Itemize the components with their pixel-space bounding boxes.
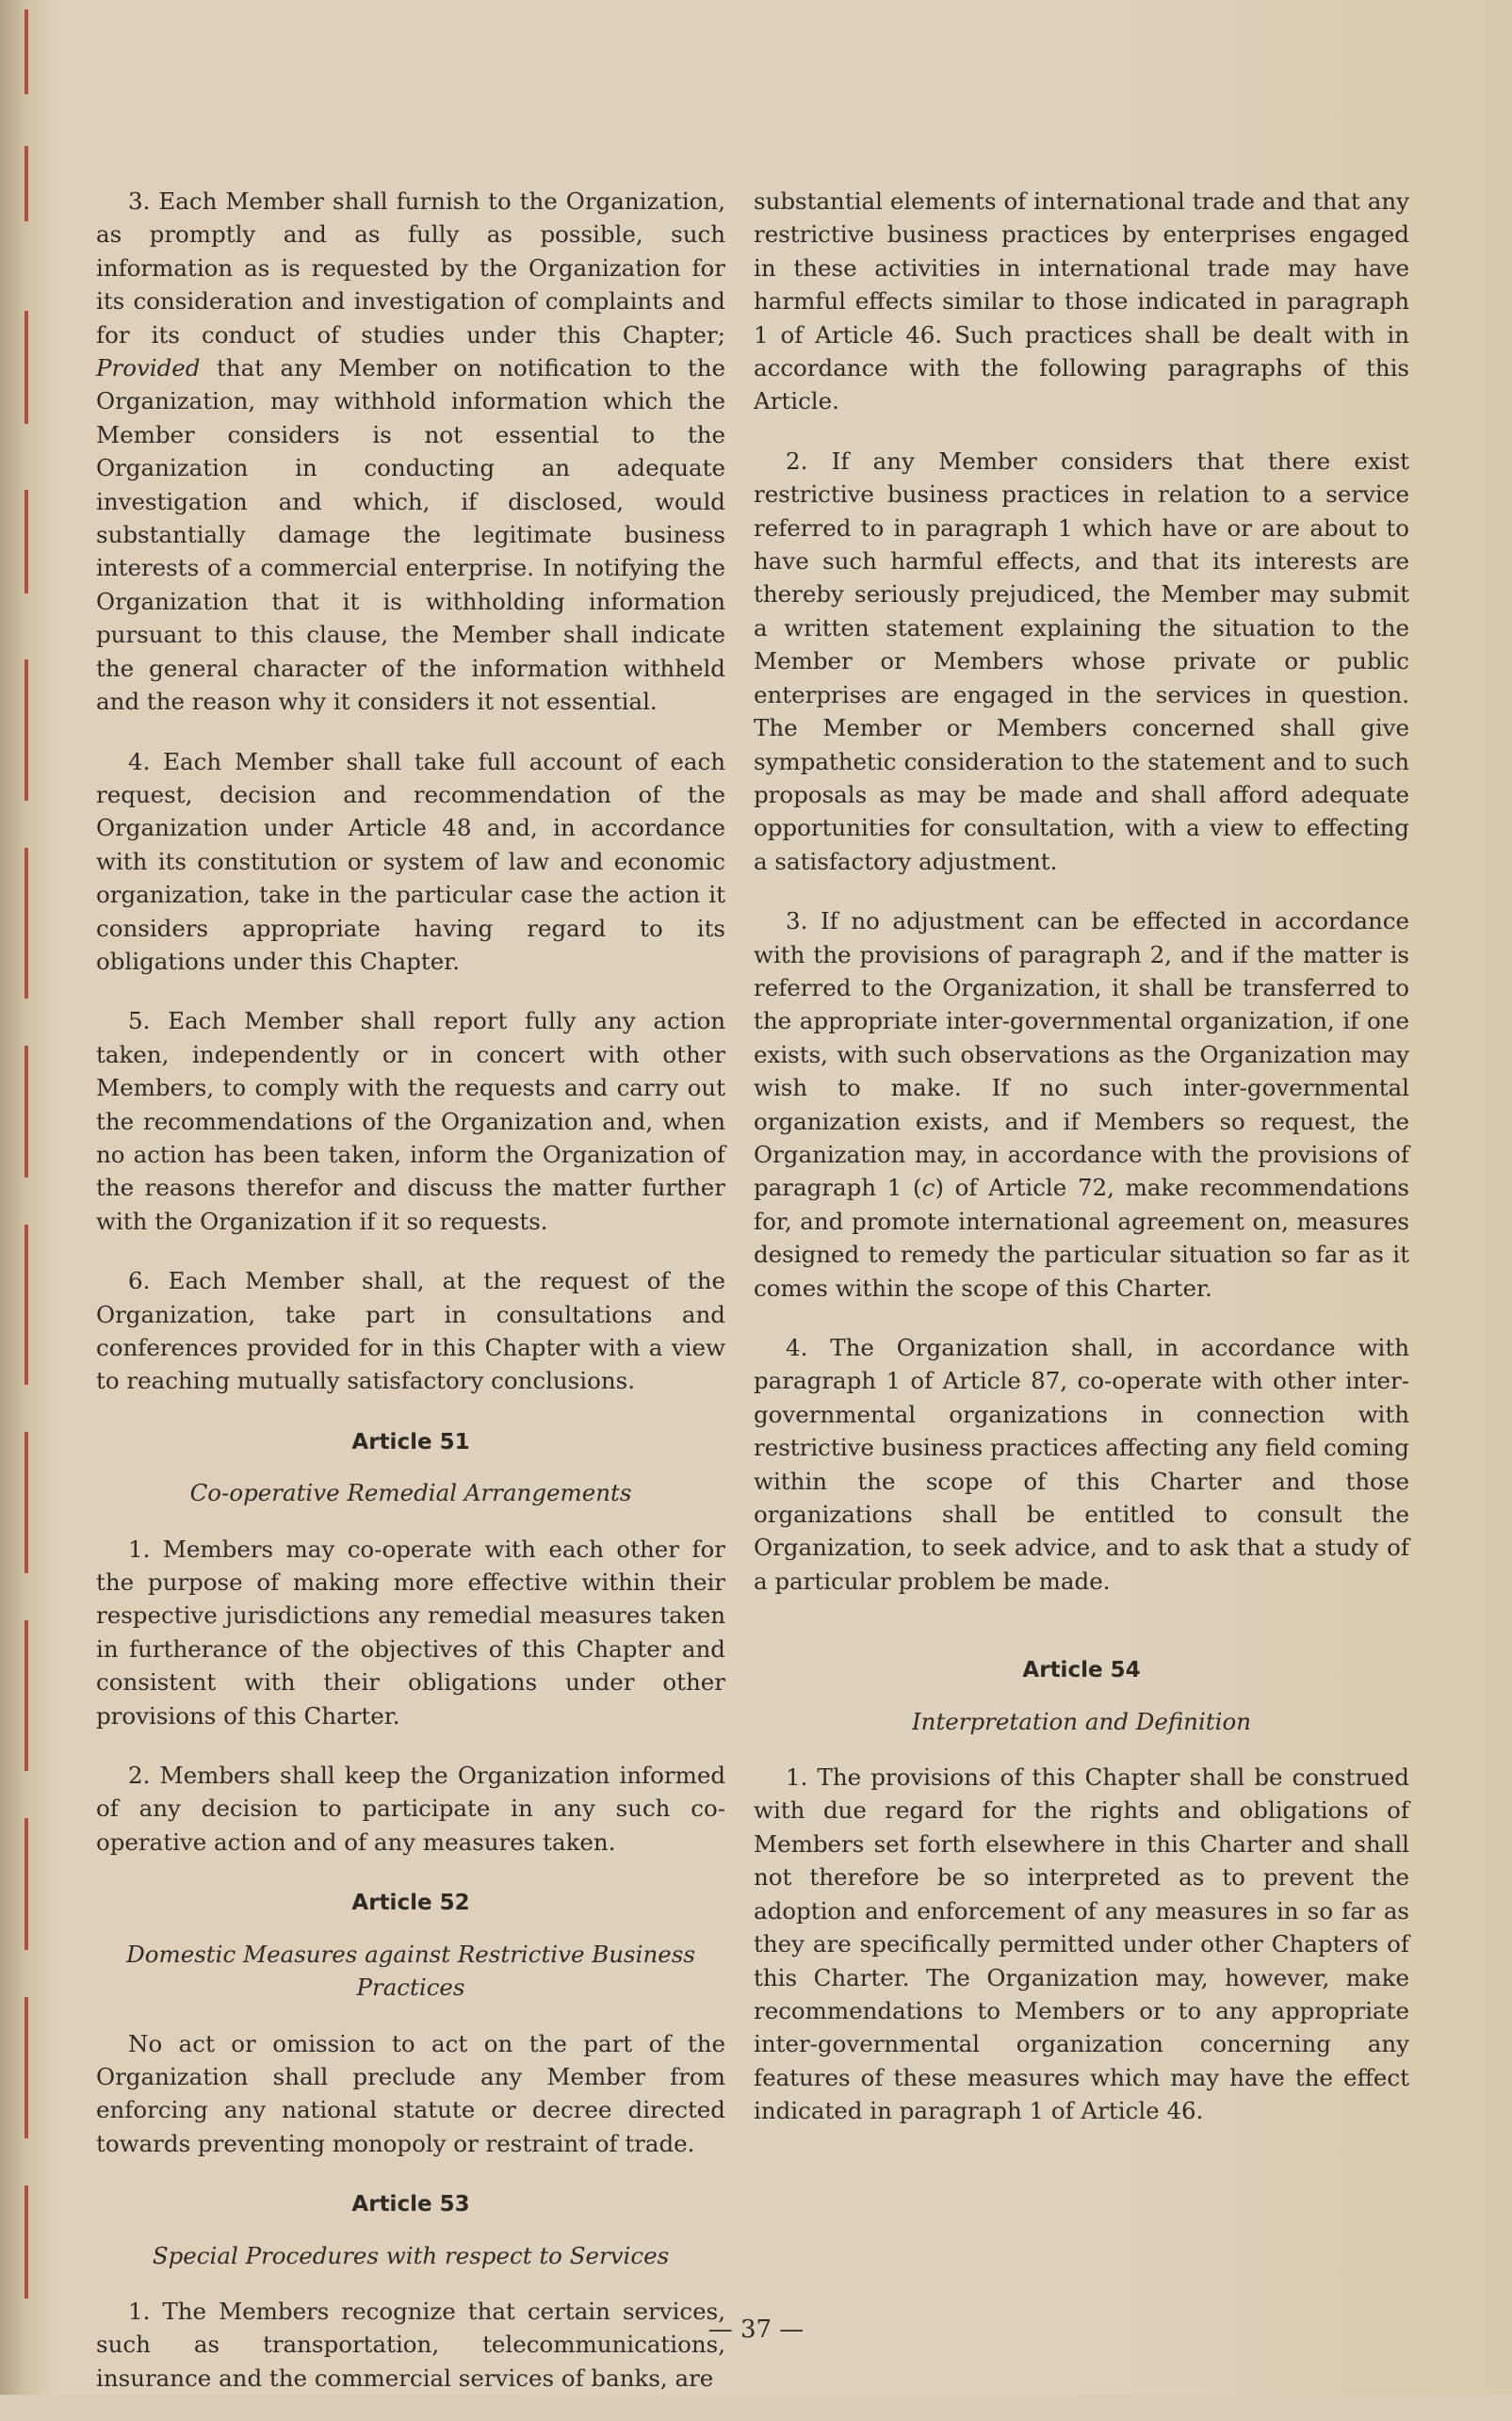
subparagraph-letter: c bbox=[921, 1174, 935, 1202]
right-column bbox=[754, 185, 1409, 2154]
article-53-paragraph-3-part-a: 3. If no adjustment can be effected in accordance with the provisions of paragraph 2, and if the matter is referred to the Organization, it shall be transferred to the appropriate inter-governmental organization, if one exists, with such observations as the Organization may wish to make. If no such inter-governmental organization exists, and if Members so request, the Organization may, in accordance with the provisions of paragraph 1 ( bbox=[754, 907, 1409, 1202]
article-52-title: Article 52 bbox=[351, 1891, 470, 1916]
left-column bbox=[96, 185, 725, 2421]
paragraph-3-rest: that any Member on notification to the Organization, may withhold information which the Member considers is not essential to the Organization in conducting an adequate investigation and which, if disclosed, would substantially damage the legitimate business interests of a commercial enterprise. In notifying the Organization that it is withholding information pursuant to this clause, the Member shall indicate the general character of the information withheld and the reason why it considers it not essential. bbox=[96, 354, 725, 716]
article-53-paragraph-1-continued: substantial elements of international trade and that any restrictive business practices by enterprises engaged in these activities in international trade may have harmful effects similar to those indicated in paragraph 1 of Article 46. Such practices shall be dealt with in accordance with the following paragraphs of this Article. bbox=[754, 187, 1409, 415]
paragraph-3-intro: 3. Each Member shall furnish to the Organization, as promptly and as fully as possible, such information as is requested by the Organization for its consideration and investigation of complaints and for its conduct of studies under this Chapter; bbox=[96, 187, 725, 349]
provided-keyword: Provided bbox=[96, 354, 201, 382]
article-52-subtitle: Domestic Measures against Restrictive Business Practices bbox=[126, 1940, 695, 2002]
article-53-subtitle: Special Procedures with respect to Services bbox=[152, 2241, 670, 2269]
binding-edge-marks bbox=[24, 0, 30, 2395]
paragraph-5: 5. Each Member shall report fully any action taken, independently or in concert with other Members, to comply with the requests and carry out the recommendations of the Organization and, when no action has been taken, inform the Organization of the reasons therefor and discuss the matter further with the Organization if it so requests. bbox=[96, 1007, 725, 1235]
article-53-paragraph-3-part-b: ) of Article 72, make recommendations for, and promote international agreement on, measures designed to remedy the particular situation so far as it comes within the scope of this Charter. bbox=[754, 1174, 1410, 1302]
article-51-paragraph-2: 2. Members shall keep the Organization informed of any decision to participate in any such co-operative action and of any measures taken. bbox=[96, 1762, 725, 1856]
article-53-paragraph-3 bbox=[754, 904, 1409, 1305]
article-51-paragraph-1: 1. Members may co-operate with each other for the purpose of making more effective within their respective jurisdictions any remedial measures taken in furtherance of the objectives of this Chapter and consistent with their obligations under other provisions of this Charter. bbox=[96, 1535, 725, 1730]
paragraph-3 bbox=[96, 185, 725, 719]
page-number: — 37 — bbox=[707, 2315, 805, 2344]
article-53-paragraph-1-start: 1. The Members recognize that certain services, such as transportation, telecommunications, insurance and the commercial services of banks, are bbox=[96, 2297, 725, 2392]
article-54-paragraph-1: 1. The provisions of this Chapter shall be construed with due regard for the rights and obligations of Members set forth elsewhere in this Charter and shall not therefore be so interpreted as to prevent the adoption and enforcement of any measures in so far as they are specifically permitted under other Chapters of this Charter. The Organization may, however, make recommendations to Members or to any appropriate inter-governmental organization concerning any features of these measures which may have the effect indicated in paragraph 1 of Article 46. bbox=[754, 1763, 1409, 2125]
article-51-subtitle: Co-operative Remedial Arrangements bbox=[189, 1479, 632, 1507]
article-53-paragraph-2: 2. If any Member considers that there exist restrictive business practices in relation to a service referred to in paragraph 1 which have or are about to have such harmful effects, and that its interests are thereby seriously prejudiced, the Member may submit a written statement explaining the situation to the Member or Members whose private or public enterprises are engaged in the services in question. The Member or Members concerned shall give sympathetic consideration to the statement and to such proposals as may be made and shall afford adequate opportunities for consultation, with a view to effecting a satisfactory adjustment. bbox=[754, 447, 1409, 875]
article-54-subtitle: Interpretation and Definition bbox=[911, 1707, 1252, 1735]
article-53-title: Article 53 bbox=[351, 2192, 470, 2218]
article-52-paragraph: No act or omission to act on the part of the Organization shall preclude any Member from enforcing any national statute or decree directed towards preventing monopoly or restraint of trade. bbox=[96, 2029, 725, 2157]
article-51-title: Article 51 bbox=[351, 1429, 470, 1454]
article-53-paragraph-4: 4. The Organization shall, in accordance with paragraph 1 of Article 87, co-operate with other inter-governmental organizations in connection with restrictive business practices affecting any field coming within the scope of this Charter and those organizations shall be entitled to consult the Organization, to seek advice, and to ask that a study of a particular problem be made. bbox=[754, 1334, 1409, 1595]
paragraph-6: 6. Each Member shall, at the request of the Organization, take part in consultations and conferences provided for in this Chapter with a view to reaching mutually satisfactory conclusions. bbox=[96, 1267, 725, 1395]
paragraph-4: 4. Each Member shall take full account of each request, decision and recommendation of the Organization under Article 48 and, in accordance with its constitution or system of law and economic organization, take in the particular case the action it considers appropriate having regard to its obligations under this Chapter. bbox=[96, 747, 725, 975]
article-54-title: Article 54 bbox=[1022, 1658, 1141, 1683]
